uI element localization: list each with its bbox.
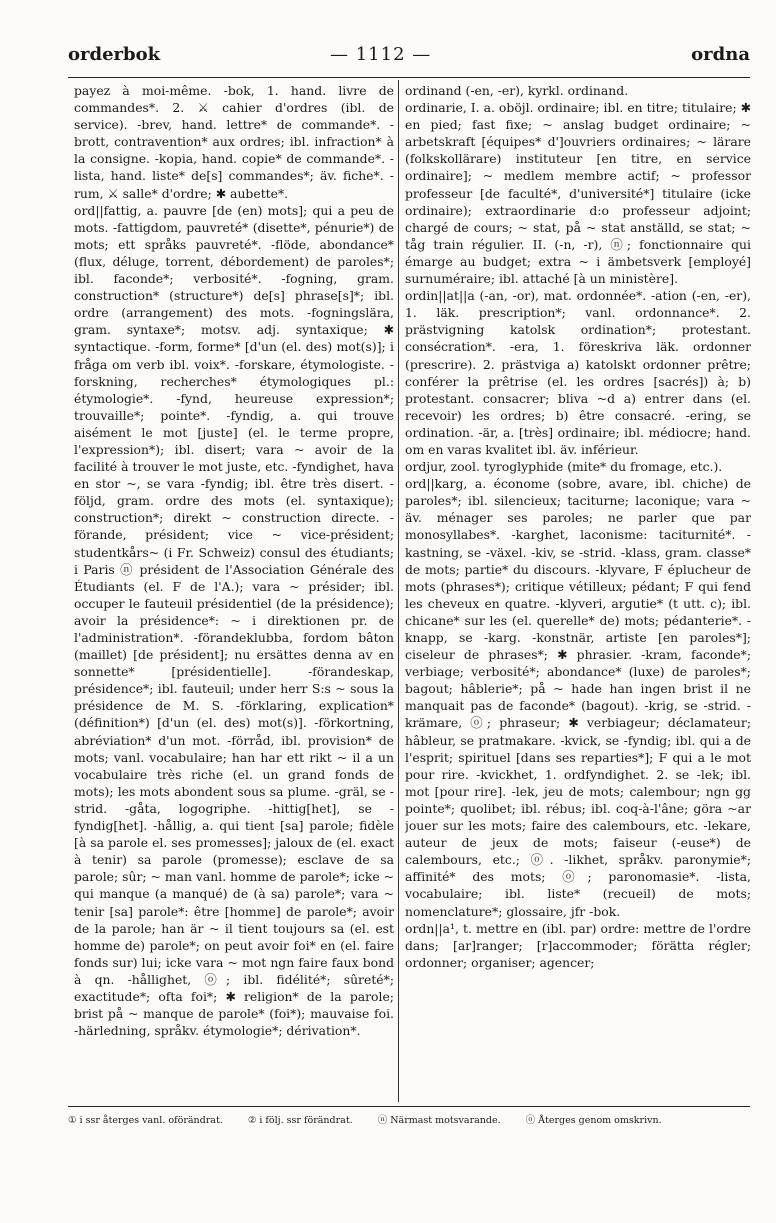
header-rule (68, 77, 750, 78)
dictionary-entry: ordinarie, I. a. oböjl. ordinaire; ibl. en titre; titulaire; ✱ en pied; fast fixe; ~ anslag budget ordinaire; ~ arbetskraft [équipes* d']ouvriers ordinaires; ~ lärare (folkskollärare) instituteur [en titre, en service ordinaire]; ~ medlem membre actif; ~ professor professeur [de faculté*, d'université*] titulaire (icke ordinaire); extraordinarie d:o professeur adjoint; chargé de cours; ~ stat, på ~ stat anställd, se stat; ~ tåg train régulier. II. (-n, -r), ⓝ; fonctionnaire qui émarge au budget; extra ~ i ämbetsverk [employé] surnuméraire; ibl. attaché [à un ministère]. (405, 100, 751, 287)
header-last-word: ordna (691, 44, 750, 65)
dictionary-entry: ordjur, zool. tyroglyphide (mite* du fromage, etc.). (405, 459, 723, 475)
dictionary-entry: ordn||a¹, t. mettre en (ibl. par) ordre: mettre de l'ordre dans; [ar]ranger; [r]accommoder; förätta régler; ordonner; organiser; agencer; (405, 920, 751, 970)
right-column (405, 82, 751, 1100)
footnotes (68, 1112, 750, 1138)
header-first-word: orderbok (68, 44, 161, 65)
page-header (68, 44, 750, 74)
dictionary-entry: payez à moi-même. -bok, 1. hand. livre de commandes*. 2. ⚔ cahier d'ordres (ibl. de service). -brev, hand. lettre* de commande*. -brott, contravention* aux ordres; ibl. infraction* à la consigne. -kopia, hand. copie* de commande*. -lista, hand. liste* de[s] commandes*; äv. fiche*. -rum, ⚔ salle* d'ordre; ✱ aubette*. (74, 83, 394, 201)
footnote-rule (68, 1106, 750, 1107)
dictionary-entry: ordinand (-en, -er), kyrkl. ordinand. (405, 83, 629, 98)
dictionary-entry: ord||fattig, a. pauvre [de (en) mots]; qui a peu de mots. -fattigdom, pauvreté* (disette*, pénurie*) de mots; ett språks pauvreté*. -flöde, abondance* (flux, déluge, torrent, débordement) de paroles*; ibl. faconde*; verbosité*. -fogning, gram. construction* (structure*) de[s] phrase[s]*; ibl. ordre (arrangement) des mots. -fogningslära, gram. syntaxe*; motsv. adj. syntaxique; ✱ syntactique. -form, forme* [d'un (el. des) mot(s)]; i fråga om verb ibl. voix*. -forskare, étymologiste. -forskning, recherches* étymologiques pl.: étymologie*. -fynd, heureuse expression*; trouvaille*; pointe*. -fyndig, a. qui trouve aisément le mot [juste] (el. le terme propre, l'expression*); ibl. disert; vara ~ avoir de la facilité à trouver le mot juste, etc. -fyndighet, hava en stor ~, se vara -fyndig; ibl. être très disert. -följd, gram. ordre des mots (el. syntaxique); construction*; direkt ~ construction directe. -förande, président; vice ~ vice-président; studentkårs~ (i Fr. Schweiz) consul des étudiants; i Paris ⓝ président de l'Association Générale des Étudiants (el. F de l'A.); vara ~ présider; ibl. occuper le fauteuil présidentiel (de la présidence); avoir la présidence*: ~ i direktionen pr. de l'administration*. -förandeklubba, fordom bâton (maillet) [de président]; nu ersättes denna av en sonnette* [présidentielle]. -förandeskap, présidence*; ibl. fauteuil; under herr S:s ~ sous la présidence de M. S. -förklaring, explication* (définition*) [d'un (el. des) mot(s)]. -förkortning, abréviation* d'un mot. -förråd, ibl. provision* de mots; vanl. vocabulaire; han har ett rikt ~ il a un vocabulaire très riche (el. un grand fonds de mots); les mots abondent sous sa plume. -gräl, se -strid. -gåta, logogriphe. -hittig[het], se -fyndig[het]. -hållig, a. qui tient [sa] parole; fidèle [à sa parole el. ses promesses]; jaloux de (el. exact à tenir) sa parole (promesse); esclave de sa parole; sûr; ~ man vanl. homme de parole*; icke ~ qui manque (a manqué) de (à sa) parole*; vara ~ tenir [sa] parole*: être [homme] de parole*; avoir de la parole; han är ~ il tient toujours sa (el. est homme de) parole*; on peut avoir foi* en (el. faire fonds sur) lui; icke vara ~ mot ngn faire faux bond à qn. -hållighet, ⓞ; ibl. fidélité*; sûreté*; exactitude*; ofta foi*; ✱ religion* de la parole; brist på ~ manque de parole* (foi*); mauvaise foi. -härledning, språkv. étymologie*; dérivation*. (74, 202, 394, 1039)
dictionary-entry: ord||karg, a. économe (sobre, avare, ibl. chiche) de paroles*; ibl. silencieux; taciturne; laconique; vara ~ äv. ménager ses paroles; ne parler que par monosyllabes*. -karghet, laconisme: taciturnité*. -kastning, se -växel. -kiv, se -strid. -klass, gram. classe* de mots; partie* du discours. -klyvare, F éplucheur de mots (phrases*); critique vétilleux; pédant; F qui fend les cheveux en quatre. -klyveri, argutie* (t utt. c); ibl. chicane* sur les (el. querelle* de) mots; pédanterie*. -knapp, se -karg. -konstnär, artiste [en paroles*]; ciseleur de phrases*; ✱ phrasier. -kram, faconde*; verbiage; verbosité*; abondance* (luxe) de paroles*; bagout; hâblerie*; på ~ hade han ingen brist il ne manquait pas de faconde* (bagout). -krig, se -strid. -krämare, ⓞ; phraseur; ✱ verbiageur; déclamateur; hâbleur, se pratmakare. -kvick, se -fyndig; ibl. qui a de l'esprit; spirituel [dans ses reparties*]; F qui a le mot pour rire. -kvickhet, 1. ordfyndighet. 2. se -lek; ibl. mot [pour rire]. -lek, jeu de mots; calembour; ngn gg pointe*; quolibet; ibl. rébus; ibl. coq-à-l'âne; göra ~ar jouer sur les mots; faire des calembours, etc. -lekare, auteur de jeux de mots; faiseur (-euse*) de calembours, etc.; ⓞ. -likhet, språkv. paronymie*; affinité* des mots; ⓞ; paronomasie*. -lista, vocabulaire; ibl. liste* (recueil) de mots; nomenclature*; glossaire, jfr -bok. (405, 476, 751, 919)
dictionary-entry: ordin||at||a (-an, -or), mat. ordonnée*. -ation (-en, -er), 1. läk. prescription*; vanl. ordonnance*. 2. prästvigning katolsk ordination*; protestant. consécration*. -era, 1. föreskriva läk. ordonner (prescrire). 2. prästviga a) katolskt ordonner prêtre; conférer la prêtrise (el. les ordres [sacrés]) à; b) protestant. consacrer; bliva ~d a) entrer dans (el. recevoir) les ordres; b) être consacré. -ering, se ordination. -är, a. [très] ordinaire; ibl. médiocre; hand. om en varas kvalitet ibl. äv. inférieur. (405, 288, 751, 457)
footnote: ② i följ. ssr förändrat. (247, 1115, 353, 1126)
footnote: ⓞ Återges genom omskrivn. (525, 1115, 662, 1126)
footnote: ⓝ Närmast motsvarande. (377, 1115, 501, 1126)
page-number: — 1112 — (330, 44, 432, 65)
footnote: ① i ssr återges vanl. oförändrat. (68, 1115, 223, 1126)
left-column (74, 82, 394, 1100)
column-divider (398, 80, 399, 1102)
